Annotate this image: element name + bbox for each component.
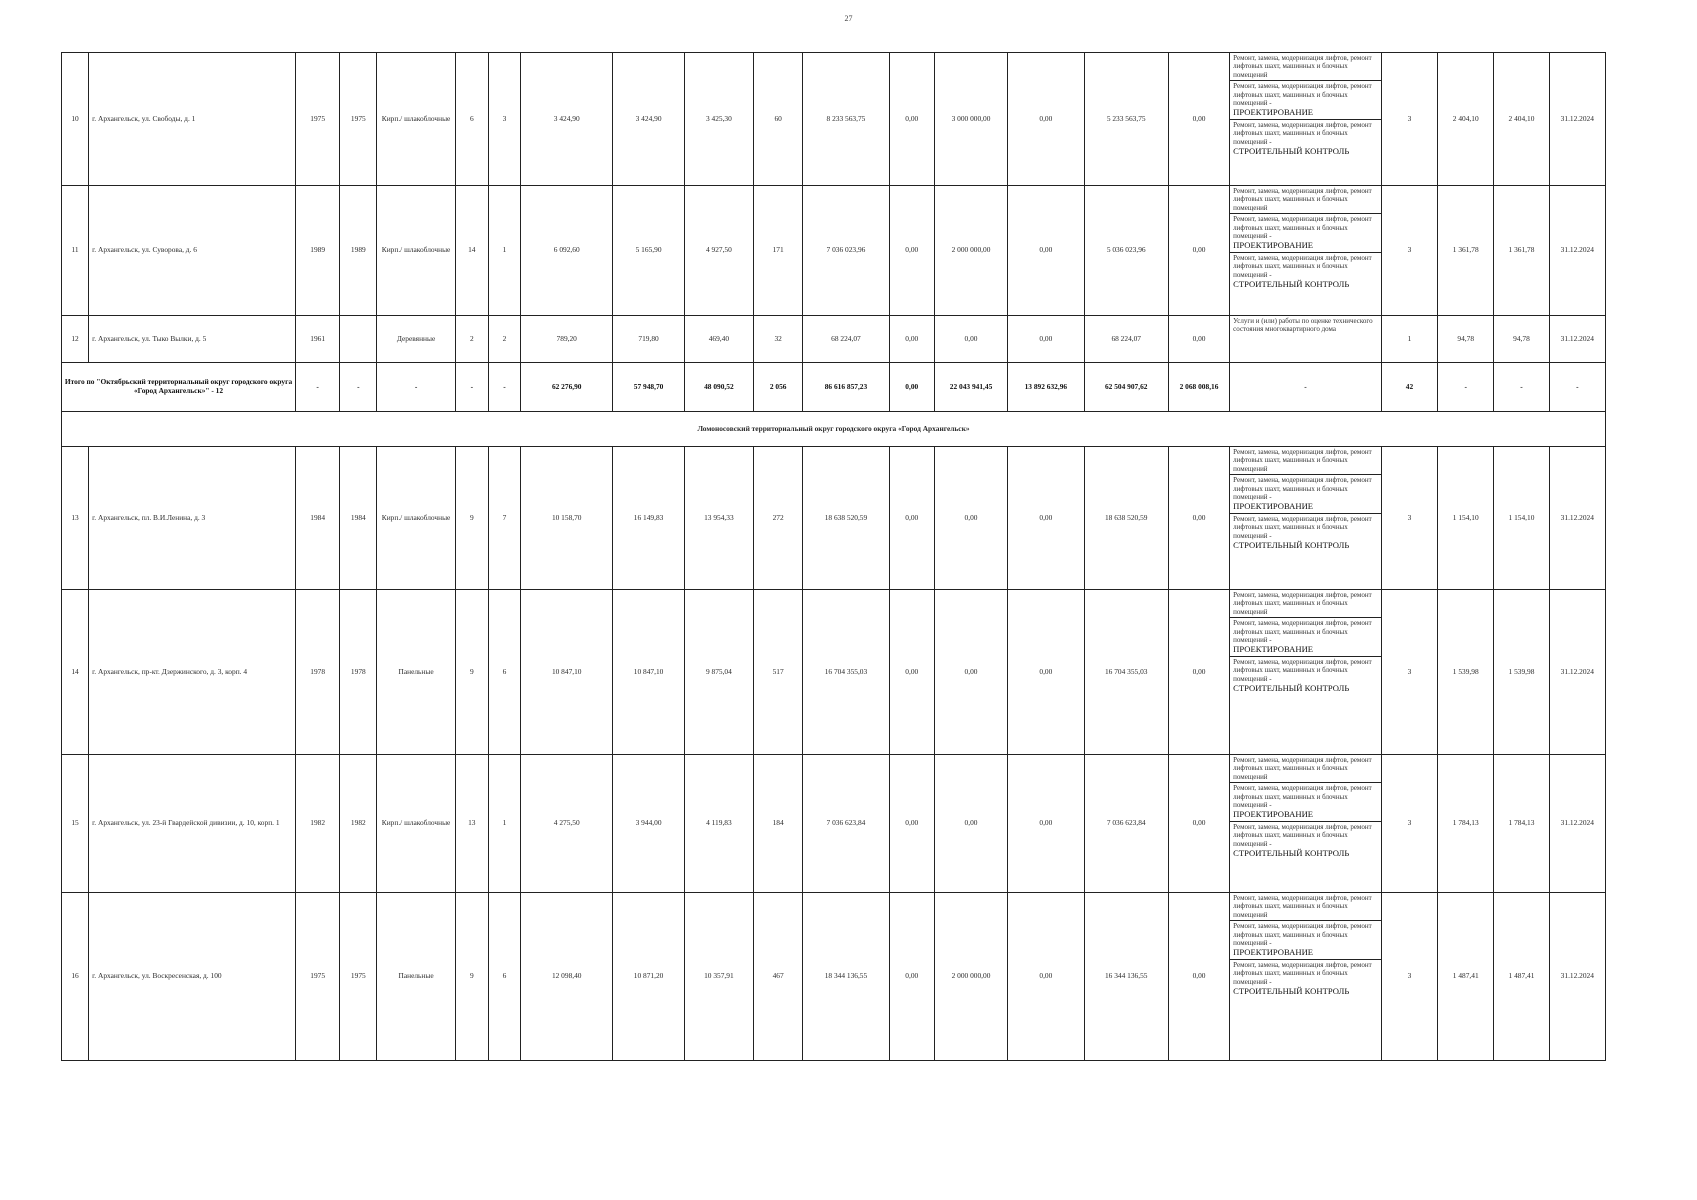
cell-f3: 0,00: [1008, 755, 1084, 893]
cell-y1: 1982: [296, 755, 340, 893]
cell-y2: 1978: [340, 590, 377, 755]
work-type-item: [1230, 514, 1381, 552]
subtotal-fund-5: 2 068 008,16: [1168, 363, 1229, 412]
cell-c2: 1 154,10: [1494, 447, 1549, 590]
cell-entr: 7: [488, 447, 520, 590]
work-type-item: [1230, 53, 1381, 81]
cell-entr: 6: [488, 893, 520, 1061]
cell-c2: 1 784,13: [1494, 755, 1549, 893]
cell-f5: 0,00: [1168, 590, 1229, 755]
work-stage-label: ПРОЕКТИРОВАНИЕ: [1233, 947, 1314, 958]
cell-wall: Кирп./ шлакоблочные: [377, 186, 455, 316]
subtotal-area-total: 62 276,90: [521, 363, 613, 412]
work-type-item: [1230, 755, 1381, 783]
cell-f3: 0,00: [1008, 447, 1084, 590]
work-type-item: [1230, 893, 1381, 921]
subtotal-fund-2: 22 043 941,45: [934, 363, 1007, 412]
table-row: [62, 316, 1606, 363]
subtotal-fund-4: 62 504 907,62: [1084, 363, 1168, 412]
work-types-cell: [1230, 590, 1382, 755]
work-description: Ремонт, замена, модернизация лифтов, ремонт лифтовых шахт, машинных и блочных помещений -: [1233, 922, 1372, 947]
cell-c1: 2 404,10: [1438, 53, 1494, 186]
cell-y1: 1975: [296, 53, 340, 186]
work-description: Ремонт, замена, модернизация лифтов, ремонт лифтовых шахт, машинных и блочных помещений -: [1233, 657, 1372, 683]
cell-y2: [340, 316, 377, 363]
cell-wall: Кирп./ шлакоблочные: [377, 53, 455, 186]
cell-c1: 1 154,10: [1438, 447, 1494, 590]
cell-f2: 0,00: [934, 316, 1007, 363]
table-row: [62, 755, 1606, 893]
cell-a2: 3 944,00: [613, 755, 684, 893]
cell-people: 184: [754, 755, 803, 893]
work-description: Услуги и (или) работы по оценке технического состояния многоквартирного дома: [1233, 317, 1373, 334]
cell-f2: 2 000 000,00: [934, 893, 1007, 1061]
cell-date: 31.12.2024: [1549, 53, 1605, 186]
work-type-item: [1230, 214, 1381, 253]
cell-address: г. Архангельск, пл. В.И.Ленина, д. 3: [89, 447, 296, 590]
work-type-item: [1230, 783, 1381, 822]
work-types-cell: [1230, 893, 1382, 1061]
cell-wall: Деревянные: [377, 316, 455, 363]
work-description: Ремонт, замена, модернизация лифтов, ремонт лифтовых шахт, машинных и блочных помещений -: [1233, 514, 1372, 540]
work-description: Ремонт, замена, модернизация лифтов, ремонт лифтовых шахт, машинных и блочных помещений: [1233, 591, 1372, 616]
subtotal-cost-total: 86 616 857,23: [803, 363, 889, 412]
work-stage-label: СТРОИТЕЛЬНЫЙ КОНТРОЛЬ: [1233, 847, 1350, 858]
cell-total: 7 036 623,84: [803, 755, 889, 893]
work-types-cell: [1230, 53, 1382, 186]
cell-wall: Панельные: [377, 893, 455, 1061]
work-stage-label: ПРОЕКТИРОВАНИЕ: [1233, 107, 1314, 118]
cell-count: 3: [1381, 755, 1437, 893]
cell-f3: 0,00: [1008, 53, 1084, 186]
cell-a3: 4 119,83: [684, 755, 753, 893]
cell-y1: 1961: [296, 316, 340, 363]
work-description: Ремонт, замена, модернизация лифтов, ремонт лифтовых шахт, машинных и блочных помещений -: [1233, 82, 1372, 107]
subtotal-label: Итого по "Октябрьский территориальный округ городского округа «Город Архангельск»" - 12: [62, 363, 296, 412]
work-stage-label: ПРОЕКТИРОВАНИЕ: [1233, 240, 1314, 251]
work-stage-label: СТРОИТЕЛЬНЫЙ КОНТРОЛЬ: [1233, 682, 1350, 693]
work-type-item: [1230, 316, 1381, 335]
cell-a3: 13 954,33: [684, 447, 753, 590]
cell-y2: 1982: [340, 755, 377, 893]
cell-wall: Панельные: [377, 590, 455, 755]
cell-c1: 1 487,41: [1438, 893, 1494, 1061]
cell-f1: 0,00: [889, 893, 934, 1061]
cell-c1: 94,78: [1438, 316, 1494, 363]
cell-date: 31.12.2024: [1549, 447, 1605, 590]
cell-address: г. Архангельск, ул. 23-й Гвардейской дивизии, д. 10, корп. 1: [89, 755, 296, 893]
cell-total: 16 704 355,03: [803, 590, 889, 755]
cell-wall: Кирп./ шлакоблочные: [377, 755, 455, 893]
table-row: [62, 893, 1606, 1061]
cell-address: г. Архангельск, ул. Тыко Вылки, д. 5: [89, 316, 296, 363]
cell-people: 517: [754, 590, 803, 755]
work-type-item: [1230, 120, 1381, 158]
cell-c1: 1 784,13: [1438, 755, 1494, 893]
subtotal-dash: -: [1438, 363, 1494, 412]
cell-count: 3: [1381, 590, 1437, 755]
cell-y1: 1975: [296, 893, 340, 1061]
subtotal-dash: -: [1549, 363, 1605, 412]
work-description: Ремонт, замена, модернизация лифтов, ремонт лифтовых шахт, машинных и блочных помещений -: [1233, 822, 1372, 848]
cell-f4: 7 036 623,84: [1084, 755, 1168, 893]
cell-date: 31.12.2024: [1549, 316, 1605, 363]
table-row: [62, 53, 1606, 186]
cell-c1: 1 539,98: [1438, 590, 1494, 755]
work-stage-label: СТРОИТЕЛЬНЫЙ КОНТРОЛЬ: [1233, 278, 1350, 289]
cell-y2: 1975: [340, 893, 377, 1061]
cell-a2: 10 871,20: [613, 893, 684, 1061]
cell-f1: 0,00: [889, 186, 934, 316]
cell-total: 68 224,07: [803, 316, 889, 363]
cell-a3: 10 357,91: [684, 893, 753, 1061]
cell-date: 31.12.2024: [1549, 893, 1605, 1061]
cell-floors: 2: [455, 316, 488, 363]
cell-address: г. Архангельск, ул. Суворова, д. 6: [89, 186, 296, 316]
cell-n: 11: [62, 186, 89, 316]
cell-f1: 0,00: [889, 447, 934, 590]
work-type-item: [1230, 921, 1381, 960]
cell-entr: 2: [488, 316, 520, 363]
cell-f2: 0,00: [934, 755, 1007, 893]
cell-f5: 0,00: [1168, 755, 1229, 893]
cell-f1: 0,00: [889, 755, 934, 893]
cell-f2: 0,00: [934, 447, 1007, 590]
cell-c2: 1 539,98: [1494, 590, 1549, 755]
work-description: Ремонт, замена, модернизация лифтов, ремонт лифтовых шахт, машинных и блочных помещений: [1233, 448, 1372, 473]
cell-floors: 13: [455, 755, 488, 893]
cell-n: 14: [62, 590, 89, 755]
cell-a1: 4 275,50: [521, 755, 613, 893]
work-description: Ремонт, замена, модернизация лифтов, ремонт лифтовых шахт, машинных и блочных помещений: [1233, 187, 1372, 212]
cell-a2: 16 149,83: [613, 447, 684, 590]
cell-f4: 5 036 023,96: [1084, 186, 1168, 316]
cell-entr: 6: [488, 590, 520, 755]
cell-date: 31.12.2024: [1549, 186, 1605, 316]
cell-f5: 0,00: [1168, 447, 1229, 590]
cell-c2: 1 361,78: [1494, 186, 1549, 316]
cell-count: 1: [1381, 316, 1437, 363]
table-row: [62, 447, 1606, 590]
work-description: Ремонт, замена, модернизация лифтов, ремонт лифтовых шахт, машинных и блочных помещений: [1233, 756, 1372, 781]
work-description: Ремонт, замена, модернизация лифтов, ремонт лифтовых шахт, машинных и блочных помещений -: [1233, 619, 1372, 644]
table-row: [62, 590, 1606, 755]
cell-f3: 0,00: [1008, 186, 1084, 316]
work-description: Ремонт, замена, модернизация лифтов, ремонт лифтовых шахт, машинных и блочных помещений -: [1233, 476, 1372, 501]
cell-a3: 3 425,30: [684, 53, 753, 186]
cell-f2: 0,00: [934, 590, 1007, 755]
cell-f5: 0,00: [1168, 316, 1229, 363]
cell-entr: 3: [488, 53, 520, 186]
cell-wall: Кирп./ шлакоблочные: [377, 447, 455, 590]
work-description: Ремонт, замена, модернизация лифтов, ремонт лифтовых шахт, машинных и блочных помещений: [1233, 54, 1372, 79]
work-type-item: [1230, 253, 1381, 291]
cell-a3: 9 875,04: [684, 590, 753, 755]
cell-total: 18 344 136,55: [803, 893, 889, 1061]
cell-a1: 10 158,70: [521, 447, 613, 590]
subtotal-dash: -: [488, 363, 520, 412]
cell-entr: 1: [488, 186, 520, 316]
cell-f4: 16 344 136,55: [1084, 893, 1168, 1061]
work-type-item: [1230, 186, 1381, 214]
cell-a3: 469,40: [684, 316, 753, 363]
cell-count: 3: [1381, 447, 1437, 590]
cell-total: 18 638 520,59: [803, 447, 889, 590]
cell-a1: 12 098,40: [521, 893, 613, 1061]
subtotal-residents: 2 056: [754, 363, 803, 412]
cell-people: 60: [754, 53, 803, 186]
cell-count: 3: [1381, 53, 1437, 186]
work-stage-label: СТРОИТЕЛЬНЫЙ КОНТРОЛЬ: [1233, 539, 1350, 550]
cell-n: 16: [62, 893, 89, 1061]
cell-people: 32: [754, 316, 803, 363]
subtotal-fund-1: 0,00: [889, 363, 934, 412]
work-type-item: [1230, 960, 1381, 998]
subtotal-dash: -: [1494, 363, 1549, 412]
cell-a1: 10 847,10: [521, 590, 613, 755]
cell-people: 272: [754, 447, 803, 590]
cell-floors: 9: [455, 447, 488, 590]
cell-a2: 10 847,10: [613, 590, 684, 755]
cell-f3: 0,00: [1008, 590, 1084, 755]
cell-total: 8 233 563,75: [803, 53, 889, 186]
cell-f4: 68 224,07: [1084, 316, 1168, 363]
cell-n: 12: [62, 316, 89, 363]
cell-floors: 9: [455, 590, 488, 755]
work-stage-label: ПРОЕКТИРОВАНИЕ: [1233, 501, 1314, 512]
cell-y2: 1984: [340, 447, 377, 590]
work-stage-label: ПРОЕКТИРОВАНИЕ: [1233, 644, 1314, 655]
cell-y1: 1984: [296, 447, 340, 590]
work-type-item: [1230, 822, 1381, 860]
work-stage-label: СТРОИТЕЛЬНЫЙ КОНТРОЛЬ: [1233, 985, 1350, 996]
cell-count: 3: [1381, 893, 1437, 1061]
cell-f1: 0,00: [889, 316, 934, 363]
subtotal-dash: -: [377, 363, 455, 412]
work-type-item: [1230, 447, 1381, 475]
subtotal-area-residential: 48 090,52: [684, 363, 753, 412]
work-types-cell: [1230, 755, 1382, 893]
cell-count: 3: [1381, 186, 1437, 316]
work-type-item: [1230, 590, 1381, 618]
subtotal-area-premises: 57 948,70: [613, 363, 684, 412]
cell-address: г. Архангельск, пр-кт. Дзержинского, д. 3, корп. 4: [89, 590, 296, 755]
subtotal-work-count: 42: [1381, 363, 1437, 412]
cell-date: 31.12.2024: [1549, 755, 1605, 893]
cell-f4: 18 638 520,59: [1084, 447, 1168, 590]
work-description: Ремонт, замена, модернизация лифтов, ремонт лифтовых шахт, машинных и блочных помещений -: [1233, 784, 1372, 809]
cell-y2: 1989: [340, 186, 377, 316]
cell-address: г. Архангельск, ул. Воскресенская, д. 100: [89, 893, 296, 1061]
cell-c2: 94,78: [1494, 316, 1549, 363]
cell-people: 467: [754, 893, 803, 1061]
work-description: Ремонт, замена, модернизация лифтов, ремонт лифтовых шахт, машинных и блочных помещений: [1233, 894, 1372, 919]
cell-f5: 0,00: [1168, 53, 1229, 186]
cell-a2: 3 424,90: [613, 53, 684, 186]
table-row: [62, 186, 1606, 316]
subtotal-row: [62, 363, 1606, 412]
cell-f4: 5 233 563,75: [1084, 53, 1168, 186]
cell-a2: 719,80: [613, 316, 684, 363]
subtotal-dash: -: [455, 363, 488, 412]
work-type-item: [1230, 657, 1381, 695]
cell-floors: 6: [455, 53, 488, 186]
cell-total: 7 036 023,96: [803, 186, 889, 316]
work-stage-label: СТРОИТЕЛЬНЫЙ КОНТРОЛЬ: [1233, 145, 1350, 156]
cell-a1: 789,20: [521, 316, 613, 363]
subtotal-dash: -: [1230, 363, 1382, 412]
cell-address: г. Архангельск, ул. Свободы, д. 1: [89, 53, 296, 186]
cell-a1: 6 092,60: [521, 186, 613, 316]
cell-date: 31.12.2024: [1549, 590, 1605, 755]
work-type-item: [1230, 475, 1381, 514]
work-type-item: [1230, 81, 1381, 120]
subtotal-fund-3: 13 892 632,96: [1008, 363, 1084, 412]
subtotal-dash: -: [340, 363, 377, 412]
cell-a1: 3 424,90: [521, 53, 613, 186]
cell-y1: 1989: [296, 186, 340, 316]
work-types-cell: [1230, 447, 1382, 590]
work-stage-label: ПРОЕКТИРОВАНИЕ: [1233, 809, 1314, 820]
work-description: Ремонт, замена, модернизация лифтов, ремонт лифтовых шахт, машинных и блочных помещений -: [1233, 120, 1372, 146]
cell-n: 13: [62, 447, 89, 590]
cell-f3: 0,00: [1008, 893, 1084, 1061]
subtotal-dash: -: [296, 363, 340, 412]
cell-f3: 0,00: [1008, 316, 1084, 363]
cell-people: 171: [754, 186, 803, 316]
cell-f1: 0,00: [889, 53, 934, 186]
cell-f4: 16 704 355,03: [1084, 590, 1168, 755]
section-title: Ломоносовский территориальный округ городского округа «Город Архангельск»: [62, 412, 1606, 447]
cell-c2: 1 487,41: [1494, 893, 1549, 1061]
cell-a3: 4 927,50: [684, 186, 753, 316]
cell-f2: 2 000 000,00: [934, 186, 1007, 316]
work-types-cell: [1230, 316, 1382, 363]
cell-f2: 3 000 000,00: [934, 53, 1007, 186]
cell-y2: 1975: [340, 53, 377, 186]
cell-c1: 1 361,78: [1438, 186, 1494, 316]
cell-f5: 0,00: [1168, 186, 1229, 316]
cell-c2: 2 404,10: [1494, 53, 1549, 186]
cell-n: 15: [62, 755, 89, 893]
cell-f1: 0,00: [889, 590, 934, 755]
work-type-item: [1230, 618, 1381, 657]
work-description: Ремонт, замена, модернизация лифтов, ремонт лифтовых шахт, машинных и блочных помещений -: [1233, 253, 1372, 279]
cell-n: 10: [62, 53, 89, 186]
cell-floors: 9: [455, 893, 488, 1061]
cell-floors: 14: [455, 186, 488, 316]
section-header-row: [62, 412, 1606, 447]
cell-y1: 1978: [296, 590, 340, 755]
work-types-cell: [1230, 186, 1382, 316]
work-description: Ремонт, замена, модернизация лифтов, ремонт лифтовых шахт, машинных и блочных помещений -: [1233, 960, 1372, 986]
page-number: 27: [844, 14, 853, 23]
repair-register-table: [61, 52, 1606, 1061]
cell-entr: 1: [488, 755, 520, 893]
work-description: Ремонт, замена, модернизация лифтов, ремонт лифтовых шахт, машинных и блочных помещений -: [1233, 215, 1372, 240]
cell-f5: 0,00: [1168, 893, 1229, 1061]
cell-a2: 5 165,90: [613, 186, 684, 316]
